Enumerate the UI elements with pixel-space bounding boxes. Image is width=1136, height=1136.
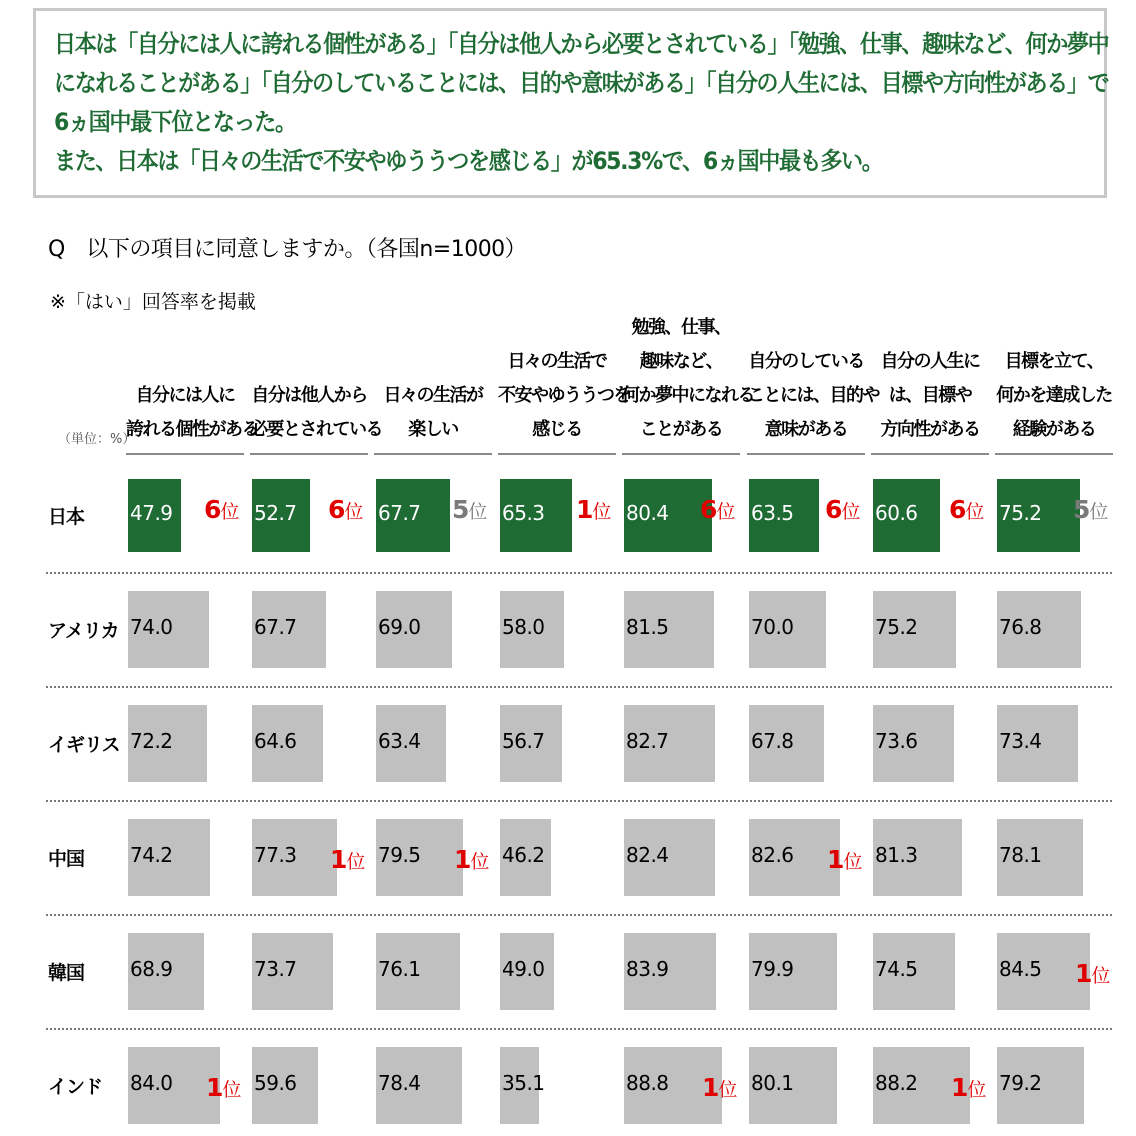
data-value-label: 88.8 (626, 1071, 669, 1095)
column-header-line: 何か夢中になれる (622, 385, 754, 406)
row-separator (46, 686, 1112, 688)
data-value-label: 56.7 (502, 729, 545, 753)
data-value-label: 72.2 (130, 729, 173, 753)
rank-suffix: 位 (1089, 501, 1108, 523)
data-value-label: 76.8 (999, 615, 1042, 639)
column-header-line: 自分は他人から (251, 385, 367, 406)
data-value-label: 73.4 (999, 729, 1042, 753)
data-value-label: 80.1 (751, 1071, 794, 1095)
data-value-label: 79.5 (378, 843, 421, 867)
data-value-label: 80.4 (626, 501, 669, 525)
data-value-label: 81.5 (626, 615, 669, 639)
column-header-line: 不安やゆううつを (498, 385, 630, 406)
rank-label (827, 845, 861, 874)
data-value-label: 35.1 (502, 1071, 545, 1095)
rank-suffix: 位 (470, 851, 489, 873)
data-value-label: 49.0 (502, 957, 545, 981)
column-header-line: 何かを達成した (996, 385, 1112, 406)
data-value-label: 67.8 (751, 729, 794, 753)
data-value-label: 64.6 (254, 729, 297, 753)
data-value-label: 84.0 (130, 1071, 173, 1095)
rank-suffix: 位 (468, 501, 487, 523)
column-header-line: 日々の生活で (507, 351, 607, 372)
rank-number: 1 (1075, 959, 1092, 988)
rank-suffix: 位 (592, 501, 611, 523)
column-header-line: 方向性がある (880, 419, 980, 440)
rank-suffix: 位 (344, 501, 363, 523)
rank-suffix: 位 (967, 1079, 986, 1101)
data-value-label: 76.1 (378, 957, 421, 981)
column-header (374, 379, 492, 447)
rank-suffix: 位 (1091, 965, 1110, 987)
column-header-underline (747, 453, 865, 455)
data-value-label: 59.6 (254, 1071, 297, 1095)
rank-label (1073, 495, 1107, 524)
row-separator (46, 1028, 1112, 1030)
data-value-label: 47.9 (130, 501, 173, 525)
rank-label (330, 845, 364, 874)
rank-number: 6 (949, 495, 966, 524)
data-value-label: 78.1 (999, 843, 1042, 867)
column-header-line: は、目標や (888, 385, 972, 406)
country-label: 日本 (48, 506, 85, 528)
rank-number: 6 (700, 495, 717, 524)
column-header-line: 感じる (532, 419, 582, 440)
row-separator (46, 800, 1112, 802)
column-header-line: ことには、目的や (747, 385, 879, 406)
data-value-label: 73.6 (875, 729, 918, 753)
column-header (126, 379, 258, 447)
rank-number: 1 (702, 1073, 719, 1102)
data-value-label: 78.4 (378, 1071, 421, 1095)
column-header-line: 自分の人生に (880, 351, 980, 372)
rank-number: 1 (951, 1073, 968, 1102)
data-value-label: 67.7 (254, 615, 297, 639)
column-header-line: 自分のしている (748, 351, 864, 372)
data-value-label: 82.7 (626, 729, 669, 753)
rank-number: 5 (1073, 495, 1090, 524)
data-value-label: 46.2 (502, 843, 545, 867)
data-value-label: 88.2 (875, 1071, 918, 1095)
summary-line: 6ヵ国中最下位となった。 (54, 108, 296, 136)
column-header (871, 345, 989, 447)
data-value-label: 74.5 (875, 957, 918, 981)
rank-label (825, 495, 859, 524)
data-value-label: 79.9 (751, 957, 794, 981)
column-header-line: 勉強、仕事、 (631, 317, 731, 338)
data-value-label: 81.3 (875, 843, 918, 867)
column-header-underline (498, 453, 616, 455)
rank-suffix: 位 (222, 1079, 241, 1101)
column-header-underline (622, 453, 740, 455)
rank-label (951, 1073, 985, 1102)
rank-suffix: 位 (220, 501, 239, 523)
rank-suffix: 位 (346, 851, 365, 873)
column-header-line: 楽しい (408, 419, 458, 440)
column-header-line: 経験がある (1012, 419, 1096, 440)
unit-label: （単位：%） (58, 432, 136, 447)
row-separator (46, 914, 1112, 916)
rank-number: 6 (825, 495, 842, 524)
data-value-label: 70.0 (751, 615, 794, 639)
column-header (498, 345, 630, 447)
data-value-label: 52.7 (254, 501, 297, 525)
note-text: ※「はい」回答率を掲載 (50, 291, 256, 313)
data-value-label: 77.3 (254, 843, 297, 867)
rank-number: 5 (452, 495, 469, 524)
rank-label (700, 495, 734, 524)
rank-suffix: 位 (841, 501, 860, 523)
rank-label (328, 495, 362, 524)
rank-suffix: 位 (843, 851, 862, 873)
data-value-label: 83.9 (626, 957, 669, 981)
column-header-line: 意味がある (764, 419, 848, 440)
data-value-label: 82.6 (751, 843, 794, 867)
data-value-label: 82.4 (626, 843, 669, 867)
rank-number: 1 (206, 1073, 223, 1102)
country-label: 韓国 (48, 962, 85, 984)
rank-suffix: 位 (718, 1079, 737, 1101)
data-value-label: 63.4 (378, 729, 421, 753)
data-value-label: 74.2 (130, 843, 173, 867)
data-value-label: 74.0 (130, 615, 173, 639)
rank-number: 1 (454, 845, 471, 874)
column-header-line: ことがある (639, 419, 723, 440)
row-separator (46, 572, 1112, 574)
rank-number: 1 (330, 845, 347, 874)
rank-number: 1 (827, 845, 844, 874)
summary-line: 日本は「自分には人に誇れる個性がある」「自分は他人から必要とされている」「勉強、仕事、趣味など、何か夢中 (54, 30, 1109, 58)
data-value-label: 60.6 (875, 501, 918, 525)
column-header (622, 311, 754, 447)
column-header-line: 誇れる個性がある (126, 419, 258, 440)
rank-number: 6 (328, 495, 345, 524)
data-value-label: 79.2 (999, 1071, 1042, 1095)
rank-suffix: 位 (965, 501, 984, 523)
column-header-underline (126, 453, 244, 455)
data-value-label: 65.3 (502, 501, 545, 525)
rank-label (576, 495, 610, 524)
country-label: アメリカ (48, 620, 119, 642)
country-label: インド (48, 1076, 103, 1098)
data-value-label: 58.0 (502, 615, 545, 639)
column-header-line: 趣味など、 (639, 351, 723, 372)
column-header-line: 必要とされている (250, 419, 382, 440)
rank-label (204, 495, 238, 524)
summary-line: また、日本は「日々の生活で不安やゆううつを感じる」が65.3%で、6ヵ国中最も多い。 (54, 147, 883, 175)
country-label: 中国 (48, 848, 85, 870)
question-text: Q 以下の項目に同意しますか。（各国n=1000） (48, 237, 527, 262)
rank-number: 6 (204, 495, 221, 524)
rank-number: 1 (576, 495, 593, 524)
column-header-line: 目標を立て、 (1004, 351, 1104, 372)
rank-label (1075, 959, 1109, 988)
rank-label (206, 1073, 240, 1102)
data-value-label: 68.9 (130, 957, 173, 981)
rank-label (702, 1073, 736, 1102)
country-label: イギリス (48, 734, 120, 756)
column-header-underline (374, 453, 492, 455)
column-header-underline (871, 453, 989, 455)
data-value-label: 69.0 (378, 615, 421, 639)
data-value-label: 73.7 (254, 957, 297, 981)
rank-label (454, 845, 488, 874)
column-header (747, 345, 879, 447)
rank-suffix: 位 (716, 501, 735, 523)
column-header (995, 345, 1113, 447)
data-value-label: 75.2 (875, 615, 918, 639)
column-header-underline (995, 453, 1113, 455)
column-header-line: 日々の生活が (383, 385, 483, 406)
column-header-line: 自分には人に (135, 385, 235, 406)
rank-label (452, 495, 486, 524)
data-value-label: 75.2 (999, 501, 1042, 525)
data-value-label: 84.5 (999, 957, 1042, 981)
summary-box (33, 8, 1107, 198)
data-value-label: 67.7 (378, 501, 421, 525)
summary-line: になれることがある」「自分のしていることには、目的や意味がある」「自分の人生には、目標や方向性がある」で (54, 69, 1109, 97)
rank-label (949, 495, 983, 524)
data-value-label: 63.5 (751, 501, 794, 525)
column-header (250, 379, 382, 447)
column-header-underline (250, 453, 368, 455)
